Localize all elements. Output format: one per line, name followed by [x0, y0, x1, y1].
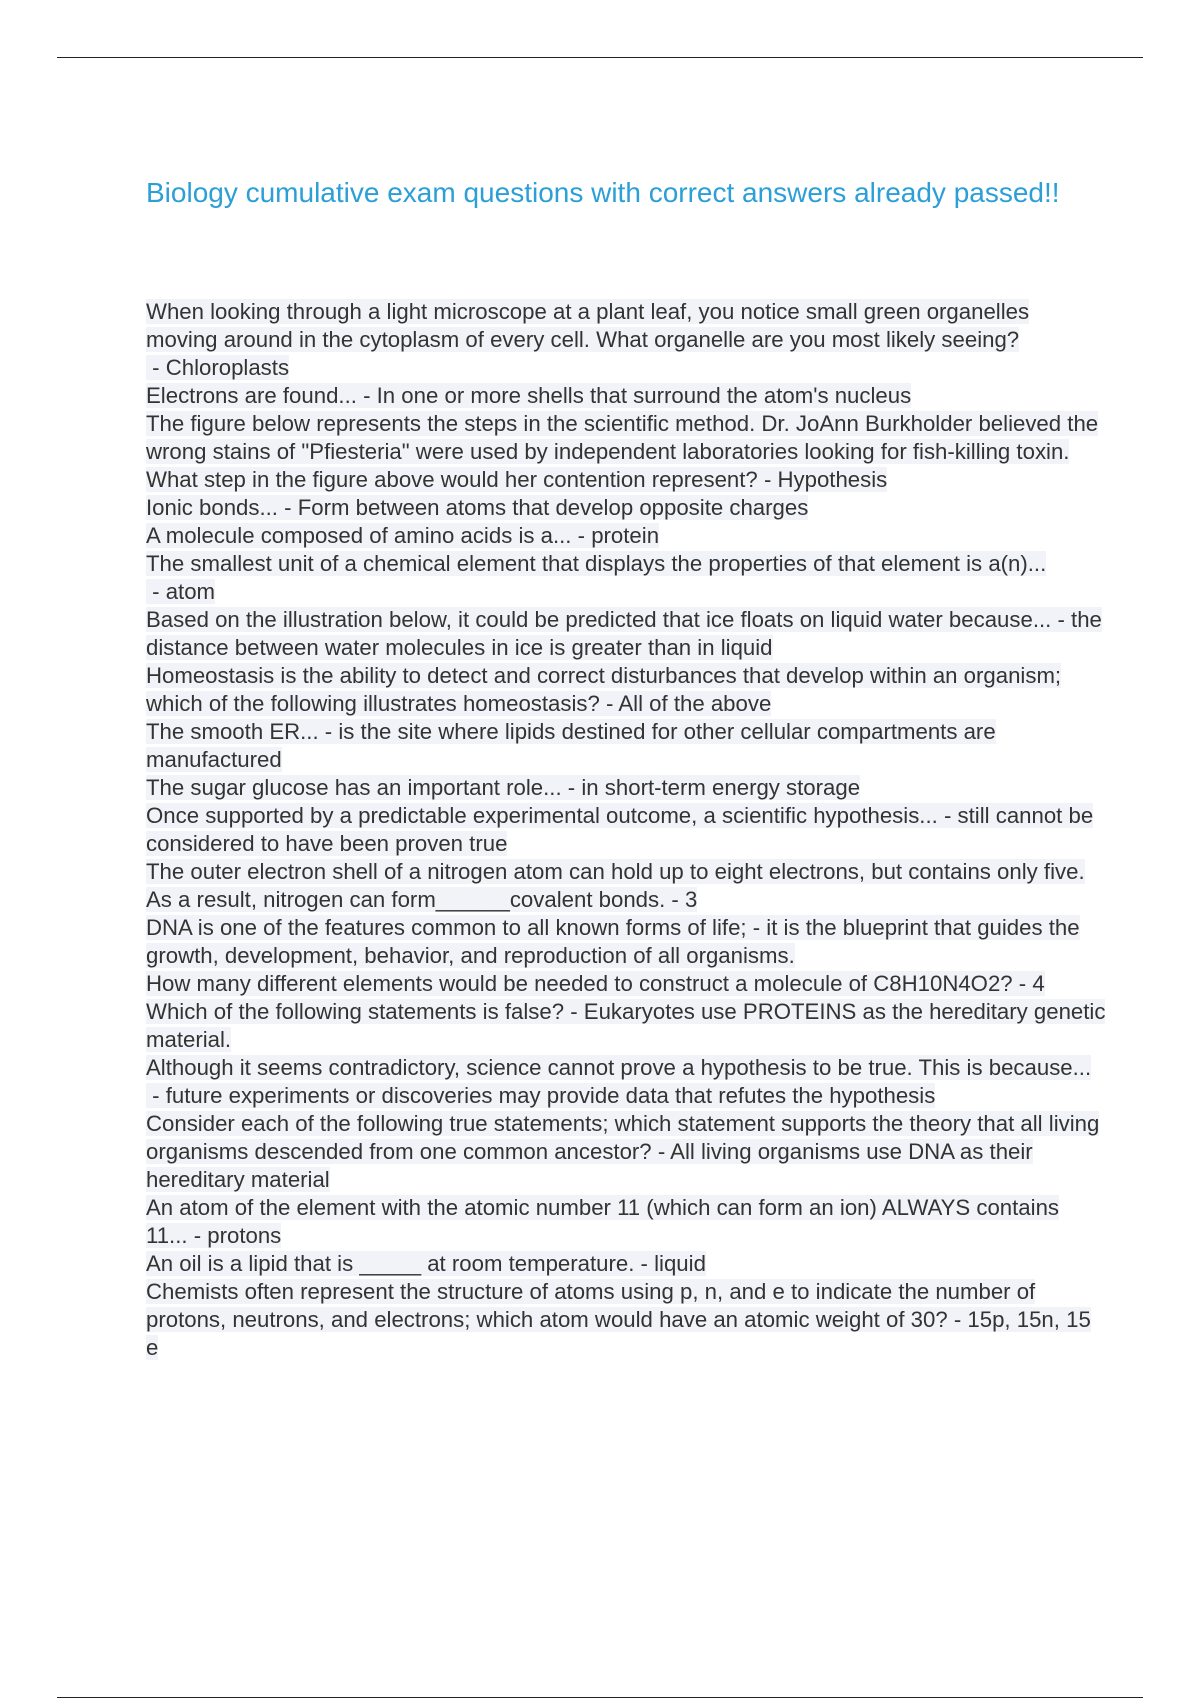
qa-text: [146, 299, 1029, 380]
qa-item: [146, 662, 1106, 718]
qa-text: [146, 803, 1093, 856]
qa-separator: -: [651, 1139, 671, 1164]
answer-text: 4: [1032, 971, 1045, 996]
answer-text: 15p, 15n, 15 e: [146, 1307, 1091, 1360]
qa-separator: -: [564, 999, 584, 1024]
qa-separator: -: [561, 775, 582, 800]
answer-text: atom: [165, 579, 216, 604]
qa-separator: -: [318, 719, 339, 744]
qa-separator: -: [947, 1307, 968, 1332]
answer-text: liquid: [654, 1251, 706, 1276]
question-text: Which of the following statements is false?: [146, 999, 565, 1024]
answer-text: Chloroplasts: [165, 355, 290, 380]
qa-item: [146, 494, 1106, 522]
qa-text: [146, 719, 996, 772]
answer-text: Form between atoms that develop opposite charges: [297, 495, 809, 520]
answer-text: protons: [207, 1223, 282, 1248]
qa-text: [146, 1195, 1059, 1248]
qa-text: [146, 551, 1046, 604]
qa-text: [146, 523, 659, 548]
qa-text: [146, 1055, 1091, 1108]
qa-separator: -: [746, 915, 767, 940]
document-title: Biology cumulative exam questions with correct answers already passed!!: [146, 177, 1060, 208]
question-text: The smooth ER...: [146, 719, 319, 744]
qa-separator: -: [1051, 607, 1072, 632]
answer-text: is the site where lipids destined for other cellular compartments are manufactured: [146, 719, 996, 772]
qa-separator: -: [146, 1083, 166, 1108]
question-text: Electrons are found...: [146, 383, 357, 408]
question-text: Based on the illustration below, it could be predicted that ice floats on liquid water because...: [146, 607, 1052, 632]
qa-text: [146, 1111, 1099, 1192]
qa-text: [146, 383, 911, 408]
question-text: Although it seems contradictory, science cannot prove a hypothesis to be true. This is because...: [146, 1055, 1092, 1080]
qa-item: [146, 1250, 1106, 1278]
qa-text: [146, 1251, 706, 1276]
qa-text: [146, 971, 1045, 996]
qa-separator: -: [665, 887, 685, 912]
answer-text: future experiments or discoveries may provide data that refutes the hypothesis: [165, 1083, 936, 1108]
qa-text: [146, 859, 1085, 912]
qa-item: [146, 914, 1106, 970]
qa-item: [146, 382, 1106, 410]
answer-text: it is the blueprint that guides the growth, development, behavior, and reproduction of all organisms.: [146, 915, 1080, 968]
question-text: Homeostasis is the ability to detect and correct disturbances that develop within an organism; which of the following illustrates homeostasis?: [146, 663, 1062, 716]
question-text: How many different elements would be needed to construct a molecule of C8H10N4O2?: [146, 971, 1013, 996]
answer-text: Hypothesis: [777, 467, 888, 492]
qa-separator: -: [356, 383, 377, 408]
question-text: When looking through a light microscope at a plant leaf, you notice small green organelles moving around in the cytoplasm of every cell. What organelle are you most likely seeing?: [146, 299, 1030, 352]
question-text: A molecule composed of amino acids is a...: [146, 523, 572, 548]
qa-text: [146, 999, 1105, 1052]
qa-list: [146, 298, 1106, 1362]
qa-item: [146, 1194, 1106, 1250]
qa-text: [146, 775, 860, 800]
question-text: The sugar glucose has an important role...: [146, 775, 562, 800]
qa-item: [146, 858, 1106, 914]
question-text: An oil is a lipid that is _____ at room temperature.: [146, 1251, 635, 1276]
answer-text: 3: [684, 887, 698, 912]
qa-item: [146, 970, 1106, 998]
qa-item: [146, 718, 1106, 774]
qa-separator: -: [146, 579, 166, 604]
qa-item: [146, 550, 1106, 606]
qa-text: [146, 411, 1098, 492]
qa-separator: -: [599, 691, 619, 716]
qa-separator: -: [634, 1251, 655, 1276]
qa-item: [146, 774, 1106, 802]
qa-separator: -: [757, 467, 778, 492]
question-text: The outer electron shell of a nitrogen atom can hold up to eight electrons, but contains only five. As a result, nitrogen can form______covalent bonds.: [146, 859, 1085, 912]
qa-separator: -: [146, 355, 166, 380]
qa-item: [146, 410, 1106, 494]
qa-separator: -: [571, 523, 592, 548]
qa-separator: -: [277, 495, 298, 520]
answer-text: protein: [591, 523, 660, 548]
question-text: The smallest unit of a chemical element that displays the properties of that element is a(n)...: [146, 551, 1047, 576]
qa-item: [146, 802, 1106, 858]
qa-item: [146, 522, 1106, 550]
qa-item: [146, 606, 1106, 662]
qa-item: [146, 1054, 1106, 1110]
top-rule: [57, 57, 1143, 58]
question-text: An atom of the element with the atomic number 11 (which can form an ion) ALWAYS contains 11...: [146, 1195, 1059, 1248]
answer-text: In one or more shells that surround the atom's nucleus: [376, 383, 912, 408]
question-text: The figure below represents the steps in the scientific method. Dr. JoAnn Burkholder believed the wrong stains of "Pfiesteria" were used by independent laboratories looking for fish-killing toxin. What step in the figure above would her contention represent?: [146, 411, 1099, 492]
qa-text: [146, 607, 1102, 660]
qa-text: [146, 1279, 1091, 1360]
answer-text: All living organisms use DNA as their hereditary material: [146, 1139, 1033, 1192]
qa-text: [146, 915, 1080, 968]
question-text: Chemists often represent the structure of atoms using p, n, and e to indicate the number of protons, neutrons, and electrons; which atom would have an atomic weight of 30?: [146, 1279, 1036, 1332]
answer-text: Eukaryotes use PROTEINS as the hereditary genetic material.: [146, 999, 1106, 1052]
qa-text: [146, 663, 1061, 716]
question-text: Once supported by a predictable experimental outcome, a scientific hypothesis...: [146, 803, 938, 828]
qa-item: [146, 298, 1106, 382]
qa-text: [146, 495, 808, 520]
question-text: Ionic bonds...: [146, 495, 278, 520]
qa-item: [146, 1110, 1106, 1194]
answer-text: still cannot be considered to have been proven true: [146, 803, 1094, 856]
answer-text: the distance between water molecules in ice is greater than in liquid: [146, 607, 1102, 660]
qa-separator: -: [937, 803, 958, 828]
question-text: Consider each of the following true statements; which statement supports the theory that all living organisms descended from one common ancestor?: [146, 1111, 1100, 1164]
qa-item: [146, 1278, 1106, 1362]
qa-item: [146, 998, 1106, 1054]
answer-text: All of the above: [618, 691, 772, 716]
qa-separator: -: [187, 1223, 208, 1248]
answer-text: in short-term energy storage: [581, 775, 861, 800]
bottom-rule: [57, 1697, 1143, 1698]
question-text: DNA is one of the features common to all known forms of life;: [146, 915, 747, 940]
qa-separator: -: [1012, 971, 1033, 996]
